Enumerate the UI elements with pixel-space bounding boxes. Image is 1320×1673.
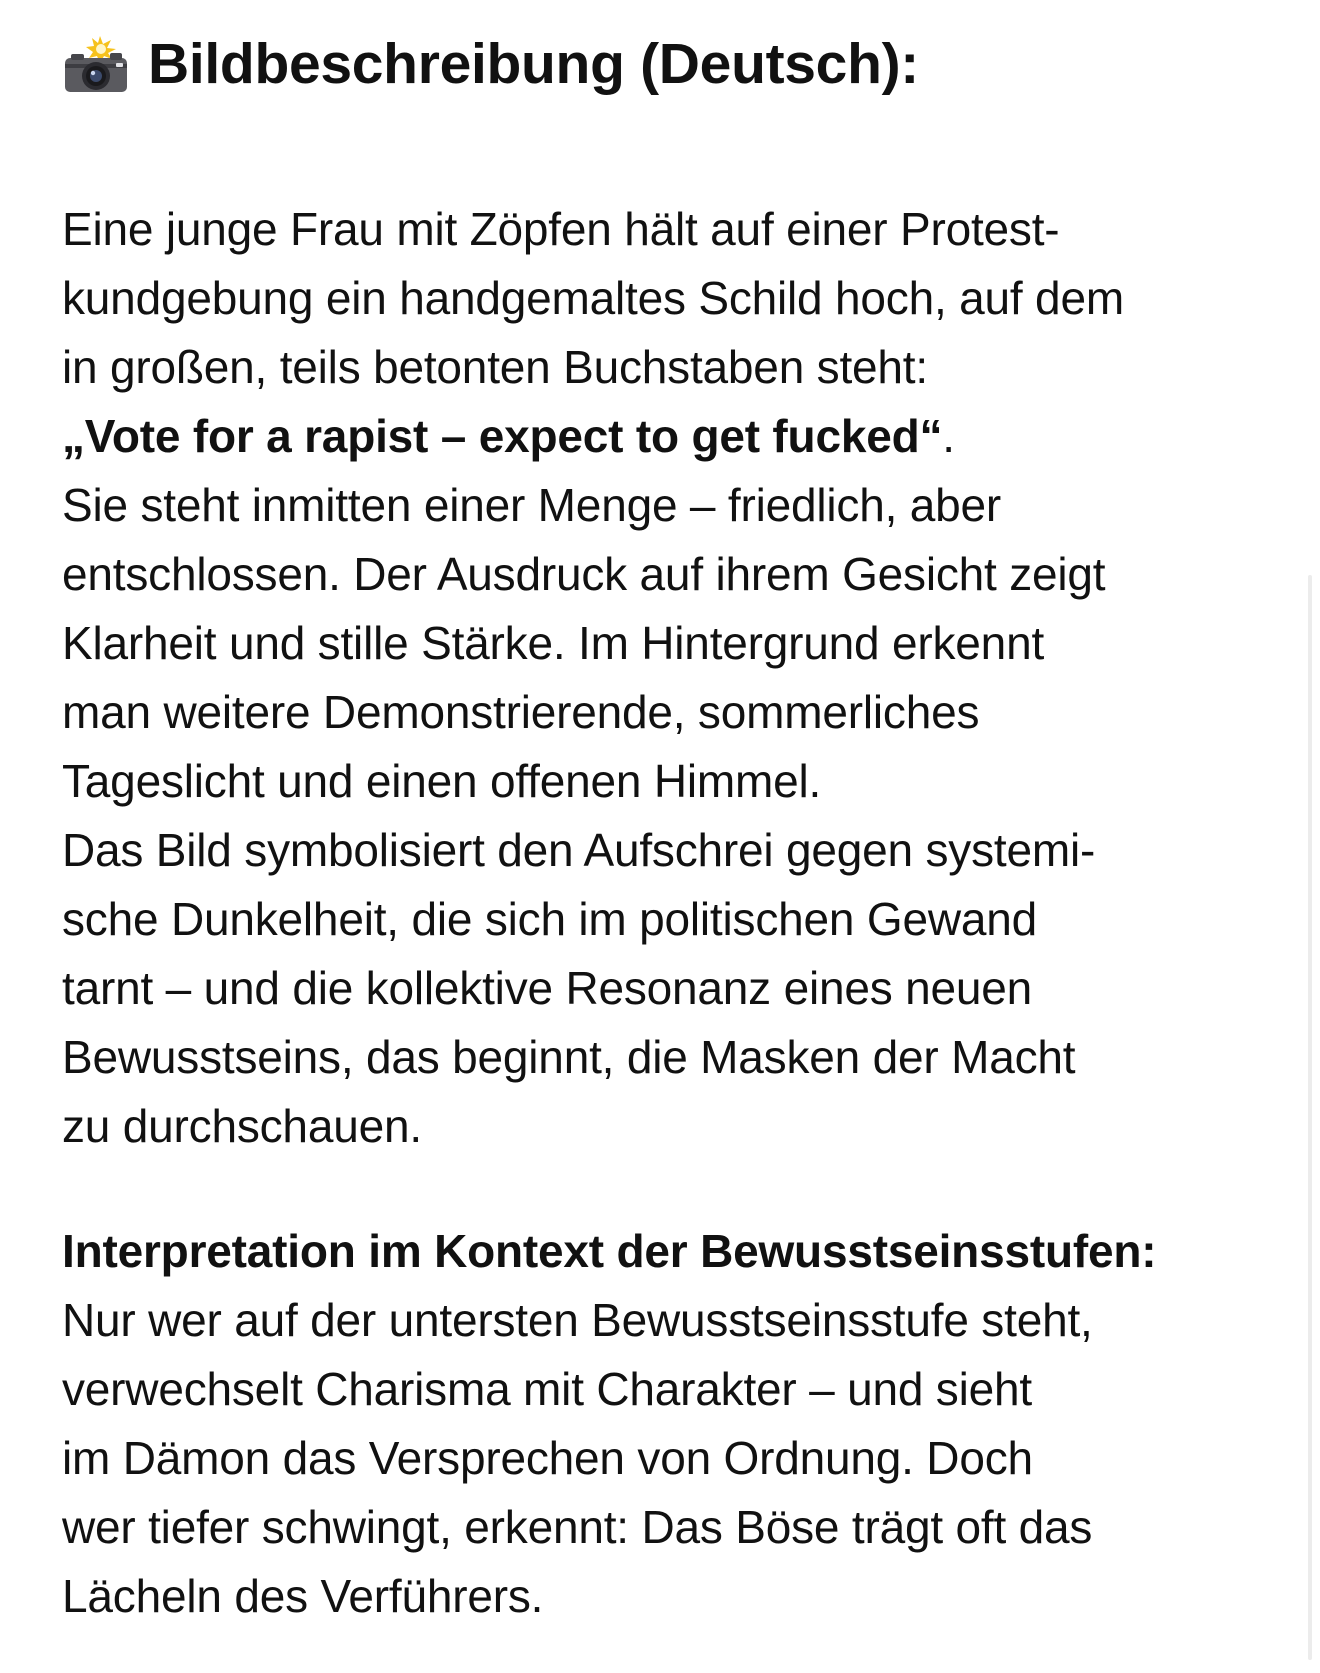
interpretation-line: wer tiefer schwingt, erkennt: Das Böse trägt oft das [62,1501,1093,1553]
interpretation-heading: Interpretation im Kontext der Bewusstseinsstufen: [62,1225,1157,1277]
description-line: Sie steht inmitten einer Menge – friedlich, aber [62,479,1002,531]
scrollbar[interactable] [1308,575,1312,1660]
sign-quote: „Vote for a rapist – expect to get fucked“ [62,410,943,462]
description-line: entschlossen. Der Ausdruck auf ihrem Gesicht zeigt [62,548,1106,600]
description-paragraph [62,195,1282,1161]
document-body [62,28,1282,1631]
description-line: Klarheit und stille Stärke. Im Hintergrund erkennt [62,617,1045,669]
description-line: Eine junge Frau mit Zöpfen hält auf einer Protest- [62,203,1060,255]
description-line: tarnt – und die kollektive Resonanz eines neuen [62,962,1033,1014]
description-line: Bewusstseins, das beginnt, die Masken der Macht [62,1031,1076,1083]
heading-title: Bildbeschreibung (Deutsch): [148,32,919,96]
document-heading [62,28,1282,100]
interpretation-line: im Dämon das Versprechen von Ordnung. Doch [62,1432,1033,1484]
interpretation-line: verwechselt Charisma mit Charakter – und sieht [62,1363,1032,1415]
interpretation-line: Lächeln des Verführers. [62,1570,544,1622]
quote-period: . [942,410,955,462]
description-line: sche Dunkelheit, die sich im politischen Gewand [62,893,1037,945]
description-line: in großen, teils betonten Buchstaben steht: [62,341,928,393]
interpretation-line: Nur wer auf der untersten Bewusstseinsstufe steht, [62,1294,1093,1346]
description-line: man weitere Demonstrierende, sommerliches [62,686,980,738]
description-line: Das Bild symbolisiert den Aufschrei gegen systemi- [62,824,1096,876]
camera-with-flash-icon [62,34,130,94]
description-line: kundgebung ein handgemaltes Schild hoch, auf dem [62,272,1124,324]
description-line: Tageslicht und einen offenen Himmel. [62,755,822,807]
quote-line [62,402,1282,471]
interpretation-paragraph [62,1217,1282,1631]
description-line: zu durchschauen. [62,1100,422,1152]
